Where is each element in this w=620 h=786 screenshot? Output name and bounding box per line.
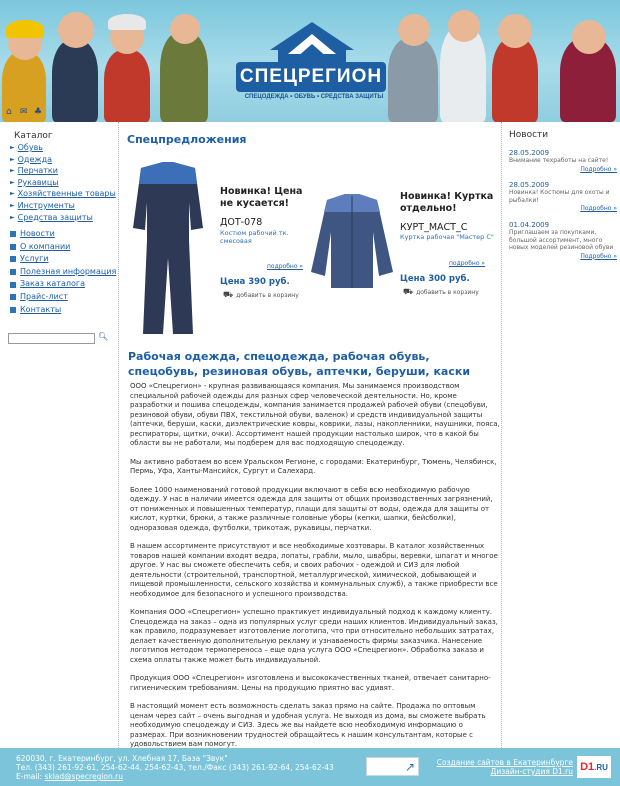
catalog-title: Каталог	[14, 131, 53, 141]
news-date: 28.05.2009	[509, 149, 550, 157]
catalog-item[interactable]	[10, 177, 116, 189]
header-banner	[0, 0, 620, 122]
square-bullet-icon	[10, 231, 16, 237]
article-headline: Рабочая одежда, спецодежда, рабочая обувь, спецобувь, резиновая обувь, аптечки, беруши, каски	[128, 350, 471, 378]
catalog-link[interactable]: Рукавицы	[17, 177, 59, 187]
add-to-cart[interactable]	[403, 287, 479, 297]
catalog-item[interactable]	[10, 200, 116, 212]
nav-link[interactable]: О компании	[20, 241, 71, 251]
email-link[interactable]: sklad@specregion.ru	[44, 772, 123, 781]
article-paragraph: В настоящий момент есть возможность сделать заказ прямо на сайте. Продажа по оптовым ценам через сайт – очень выгодная и удобная услуга. Не выходя из дома, вы сможете выбрать необходимую спецодежду и СИЗ. Здесь же вы найдете всю необходимую информацию о размерах. При возникновении трудностей обращайтесь к нашим консультантам, которые с удовольствием вам помогут.	[130, 702, 486, 748]
sitemap-icon[interactable]: ♣	[34, 107, 43, 117]
nav-link[interactable]: Новости	[20, 229, 55, 238]
square-bullet-icon	[10, 307, 16, 313]
nav-item[interactable]	[10, 241, 116, 254]
catalog-item[interactable]	[10, 142, 116, 154]
square-bullet-icon	[10, 244, 16, 250]
nav-item[interactable]	[10, 266, 116, 279]
studio-logo-accent: .RU	[594, 763, 608, 772]
cart-icon: ⛟	[223, 290, 234, 299]
studio-logo[interactable]	[577, 756, 611, 778]
product-price: Цена 300 руб.	[400, 274, 470, 284]
news-item	[509, 149, 617, 173]
news-more-link[interactable]: Подробно »	[580, 252, 617, 260]
logo-text[interactable]: СПЕЦРЕГИОН	[236, 62, 386, 92]
column-divider	[501, 122, 502, 748]
article-paragraph: В нашем ассортименте присутствуют и все необходимые хозтовары. В каталог хозяйственных товаров нашей компании входят ведра, лопаты, грабли, мыло, швабры, веревки, шпагат и многое другое. У нас вы сможете обеспечить себя, и своих рабочих - одеждой и СИЗ для любой деятельности (строительной, транспортной, металлургической, химической, добывающей и пищевой промышленности, сельского хозяйства и коммунальных служб), а также приобрести все необходимое для безопасного и успешного производства.	[130, 542, 498, 598]
worker-image	[398, 14, 430, 46]
worker-image	[492, 38, 538, 122]
nav-link[interactable]: Полезная информация	[20, 266, 117, 276]
footer	[0, 748, 620, 786]
worker-image	[170, 14, 200, 44]
worker-image	[388, 38, 438, 122]
footer-contacts	[16, 754, 334, 781]
home-icon[interactable]: ⌂	[6, 107, 12, 117]
news-text: Внимание техработы на сайте!	[509, 157, 609, 164]
catalog-link[interactable]: Перчатки	[17, 166, 58, 176]
catalog-item[interactable]	[10, 165, 116, 177]
arrow-icon: ►	[10, 155, 15, 163]
article-paragraph: Мы активно работаем во всем Уральском Регионе, с городами: Екатеринбург, Тюмень, Челябинск, Пермь, Уфа, Ханты-Мансийск, Сургут и Салехард.	[130, 457, 497, 475]
nav-item[interactable]	[10, 291, 116, 304]
news-item	[509, 221, 617, 260]
nav-item[interactable]	[10, 253, 116, 266]
news-text: Приглашаем за покупками, большой ассортимент, много новых моделей резиновой обуви	[509, 229, 614, 251]
nav-item[interactable]	[10, 278, 116, 291]
search-icon[interactable]: 🔍︎	[98, 332, 109, 341]
catalog-link[interactable]: Хозяйственные товары	[17, 189, 116, 199]
visit-counter[interactable]	[366, 757, 419, 776]
news-more-link[interactable]: Подробно »	[580, 205, 617, 212]
cart-icon: ⛟	[403, 287, 414, 296]
article-paragraph: Более 1000 наименований готовой продукции включают в себя всю необходимую рабочую одежду. У нас в наличии имеется одежда для защиты от общих производственных загрязнений, от пониженных и повышенных температур, плащи для защиты от воды, одежда для защиты от кислот, куртки, брюки, а также различные головные уборы (кепки, шапки, бейсболки), одноразовая одежда, футболки, трикотаж, рукавицы, перчатки.	[130, 485, 493, 532]
product-more-link[interactable]: подробно »	[449, 260, 486, 267]
helmet-image	[108, 14, 146, 30]
search-input[interactable]	[8, 333, 95, 344]
footer-phones: Тел. (343) 261-92-61, 254-62-44, 254-62-43, тел./Факс (343) 261-92-64, 254-62-43	[16, 763, 334, 772]
main-content	[119, 122, 501, 748]
work-suit-image[interactable]	[123, 158, 213, 338]
catalog-list	[10, 142, 116, 223]
nav-item[interactable]	[10, 304, 116, 317]
helmet-image	[6, 20, 44, 38]
catalog-link[interactable]: Средства защиты	[17, 212, 93, 222]
catalog-item[interactable]	[10, 154, 116, 166]
right-sidebar	[503, 122, 620, 748]
header-icons	[6, 108, 43, 117]
catalog-item[interactable]	[10, 188, 116, 200]
catalog-link[interactable]: Инструменты	[17, 200, 75, 210]
arrow-icon: ↗	[404, 760, 415, 774]
mail-icon[interactable]: ✉	[20, 107, 28, 117]
square-bullet-icon	[10, 256, 16, 262]
catalog-link[interactable]: Одежда	[17, 154, 53, 164]
news-item	[509, 181, 617, 212]
nav-link[interactable]: Заказ каталога	[20, 279, 85, 289]
worker-image	[104, 50, 150, 122]
article-paragraph: ООО «Спецрегион» - крупная развивающаяся компания. Мы занимаемся производством специальной рабочей одежды для разных сфер человеческой деятельности. Но, кроме разработки и пошива спецодежды, компания занимается продажей рабочей обуви (спецобуви, резиновой обуви, обуви ПВХ, текстильной обуви, валенок) и средств индивидуальной защиты (аптечки, беруши, каски, диэлектрические ковры, коврики, лазы, накопленники, наушники, пояса, респираторы, щитки, очки). Ассортимент нашей продукции настолько широк, что в какой бы области вы не работали, мы подберем для вас подходящую спецодежду.	[130, 382, 500, 447]
article-paragraph: Продукция ООО «Спецрегион» изготовлена и высококачественных тканей, отвечает санитарно-гигиеническим требованиям. Цены на продукцию приятно вас удивят.	[130, 674, 491, 692]
product-title: Новинка! Цена не кусается!	[220, 186, 303, 209]
news-more-link[interactable]: Подробно »	[580, 165, 617, 173]
arrow-icon: ►	[10, 178, 15, 186]
studio-link[interactable]: Создание сайтов в Екатеринбурге	[436, 758, 573, 767]
nav-link[interactable]: Контакты	[20, 304, 62, 314]
worker-image	[58, 12, 94, 48]
worker-image	[52, 40, 98, 122]
worker-image	[448, 10, 480, 42]
product-desc: Костюм рабочий тк. смесовая	[220, 229, 289, 245]
arrow-icon: ►	[10, 190, 15, 198]
square-bullet-icon	[10, 282, 16, 288]
specials-title: Спецпредложения	[127, 133, 247, 146]
arrow-icon: ►	[10, 213, 15, 221]
product-desc: Куртка рабочая "Мастер С"	[400, 233, 494, 241]
studio-credit	[437, 758, 573, 776]
arrow-icon: ►	[10, 144, 15, 151]
product-code[interactable]: КУРТ_МАСТ_С	[400, 222, 468, 233]
catalog-link[interactable]: Обувь	[17, 143, 44, 152]
catalog-item[interactable]	[10, 212, 116, 224]
arrow-icon: ►	[10, 201, 15, 209]
product-more-link[interactable]: подробно »	[267, 263, 304, 270]
studio-logo-main: D1	[580, 761, 595, 773]
arrow-icon: ►	[10, 167, 15, 175]
logo-tagline: СПЕЦОДЕЖДА • ОБУВЬ • СРЕДСТВА ЗАЩИТЫ	[244, 94, 384, 100]
add-to-cart[interactable]	[223, 290, 299, 300]
add-to-cart-label: добавить в корзину	[236, 291, 299, 299]
square-bullet-icon	[10, 294, 16, 300]
work-jacket-image[interactable]	[307, 192, 397, 292]
worker-image	[572, 20, 606, 54]
worker-image	[498, 14, 532, 48]
news-text: Новинка! Костюмы для охоты и рыбалки!	[509, 189, 610, 204]
add-to-cart-label: добавить в корзину	[416, 288, 479, 296]
product-title: Новинка! Куртка отдельно!	[400, 191, 494, 214]
square-bullet-icon	[10, 269, 16, 275]
article-body	[130, 382, 500, 759]
footer-address: 620030, г. Екатеринбург, ул. Хлебная 17, База "Звук"	[16, 754, 228, 763]
left-sidebar	[0, 122, 118, 748]
email-label: E-mail:	[16, 772, 43, 781]
worker-image	[160, 32, 208, 122]
site-nav	[10, 228, 116, 316]
nav-link[interactable]: Услуги	[20, 254, 49, 264]
footer-email-line	[16, 772, 334, 781]
nav-link[interactable]: Прайс-лист	[20, 291, 68, 301]
article-paragraph: Компания ООО «Спецрегион» успешно практикует индивидуальный подход к каждому клиенту. Спецодежда на заказ – одна из популярных услуг среди наших клиентов. Индивидуальный заказ, как правило, подразумевает изготовление логотипа, что при относительно небольших затратах, делает качественную дополнительную рекламу и узнаваемость фирмы заказчика. Нанесение логотипов методом термопереноса – еще одна услуга ООО «Спецрегион». Обработка заказа и схема оплаты также может быть индивидуальной.	[130, 608, 498, 664]
news-date: 28.05.2009	[509, 181, 550, 189]
product-code[interactable]: ДОТ-078	[220, 217, 263, 228]
product-price: Цена 390 руб.	[220, 277, 290, 287]
news-date: 01.04.2009	[509, 221, 550, 229]
nav-item[interactable]	[10, 228, 116, 241]
news-title: Новости	[509, 130, 549, 140]
studio-link[interactable]: Дизайн-студия D1.ru	[490, 767, 573, 776]
